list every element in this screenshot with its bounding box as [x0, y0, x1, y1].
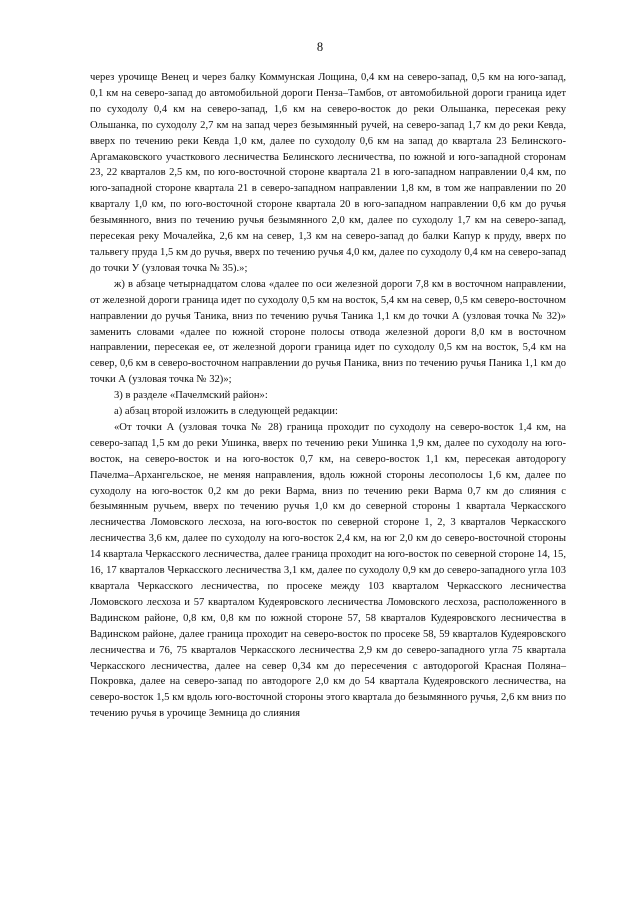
- page-number: 8: [316, 40, 324, 54]
- paragraph-amendment-a: а) абзац второй изложить в следующей редакции:: [114, 406, 338, 418]
- paragraph-amendment-zh: ж) в абзаце четырнадцатом слова «далее по оси железной дороги 7,8 км в восточном направлении, от железной дороги граница идет по суходолу 0,5 км на восток, 5,4 км на север, 0,5 км северо-восточном направлении до ручья Таника, вниз по течению ручья Таника 1,1 км до точки А (узловая точка № 32)» заменить словами «далее по южной стороне полосы отвода железной дороги 8,0 км в восточном направлении, пересекая ее, от железной дороги граница идет по суходолу 0,5 км на восток, 5,4 км на север, 0,6 км в северо-восточном направлении до ручья Паника, вниз по течению ручья Паника 1,1 км до точки А (узловая точка № 32)»;: [90, 278, 566, 386]
- document-body: [90, 70, 566, 722]
- paragraph-new-wording: «От точки А (узловая точка № 28) граница проходит по суходолу на северо-восток 1,4 км, на северо-запад 1,5 км до реки Ушинка, вверх по течению реки Ушинка 1,9 км, далее по суходолу на юго-восток, на северо-восток и на юго-восток 0,7 км, на северо-восток 1,1 км, пересекая автодорогу Пачелма–Архангельское, не меняя направления, вдоль южной стороны лесополосы 1,6 км, далее по суходолу на юго-восток 0,2 км до реки Варма, вниз по течению реки Варма 0,7 км до слияния с безымянным ручьем, вверх по течению ручья 1,0 км до северной стороны 1 квартала Черкасского лесничества Ломовского лесхоза, на юго-восток по северной стороне 1, 2, 3 кварталов Черкасского лесничества 3,6 км, далее по суходолу на юго-восток 2,4 км, на юг 2,0 км до северо-восточной стороны 14 квартала Черкасского лесничества, далее граница проходит на юго-восток по северной стороне 14, 15, 16, 17 кварталов Черкасского лесничества 3,1 км, далее по суходолу 0,9 км до северо-западного угла 103 квартала Черкасского лесничества, по просеке между 103 кварталом Черкасского лесничества Ломовского лесхоза и 57 кварталом Кудеяровского лесничества Ломовского лесхоза, расположенного в Вадинском районе, 0,8 км, 0,8 км по южной стороне 57, 58 кварталов Кудеяровского лесничества в Вадинском районе, далее граница проходит на северо-восток по просеке 58, 59 кварталов Кудеяровского лесничества и 76, 75 кварталов Черкасского лесничества 2,9 км до северо-западного угла 75 квартала Черкасского лесничества, далее на север 0,34 км до пересечения с автодорогой Красная Поляна–Покровка, далее на северо-запад по автодороге 2,0 км до 54 квартала Кудеяровского лесничества, на северо-восток 1,5 км вдоль юго-восточной стороны этого квартала до безымянного ручья, 2,6 км вниз по течению ручья в урочище Земница до слияния: [90, 421, 566, 720]
- paragraph-route-continuation: через урочище Венец и через балку Коммунская Лощина, 0,4 км на северо-запад, 0,5 км на юго-запад, 0,1 км на северо-запад до автомобильной дороги Пенза–Тамбов, от автомобильной дороги граница идет по суходолу 0,4 км на северо-запад, 1,6 км на северо-восток до реки Ольшанка, пересекая реку Ольшанка, по суходолу 2,7 км на запад через безымянный ручей, на северо-запад 1,7 км до реки Кевда, вверх по течению реки Кевда 1,0 км, далее по суходолу 0,6 км на запад до квартала 23 Белинского-Аргамаковского участкового лесничества Белинского лесничества, по южной и юго-западной сторонам 23, 22 кварталов 2,5 км, по юго-восточной стороне квартала 21 в юго-западном направлении 0,4 км, по юго-западной стороне квартала 21 в северо-западном направлении 1,8 км, в том же направлении по 20 кварталу 1,0 км, по юго-восточной стороне квартала 20 в юго-западном направлении 0,6 км до ручья безымянного, вниз по течению ручья безымянного 2,0 км, далее по суходолу 1,7 км на северо-запад, пересекая реку Мочалейка, 2,6 км на север, 1,3 км на северо-запад до балки Капур к пруду, вверх по тальвегу пруда 1,5 км до ручья, вверх по течению ручья 4,0 км, далее по суходолу 0,4 км на северо-запад до точки У (узловая точка № 35).»;: [90, 72, 566, 274]
- paragraph-section-pachelma: 3) в разделе «Пачелмский район»:: [114, 390, 268, 402]
